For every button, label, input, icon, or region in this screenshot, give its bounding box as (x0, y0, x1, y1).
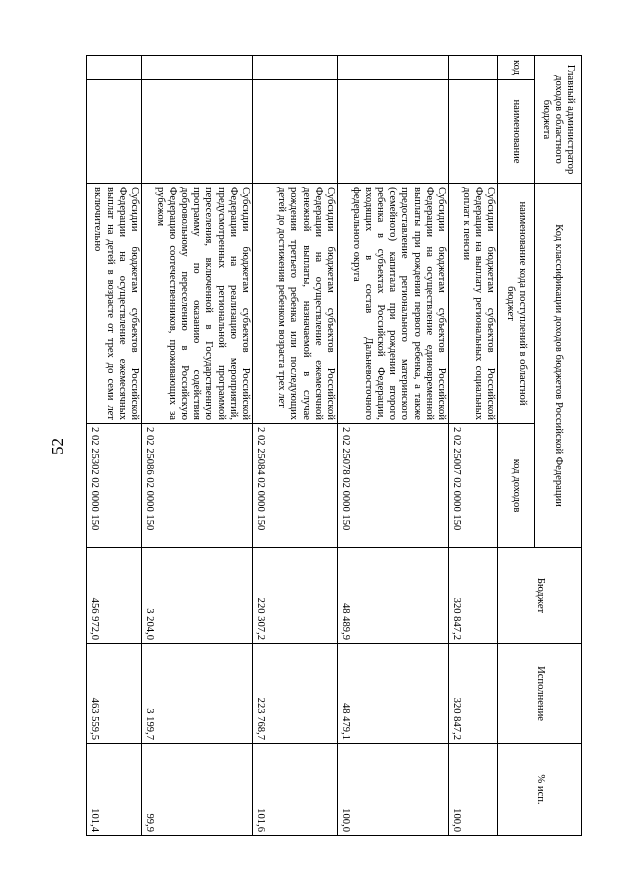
cell-budget: 456 972,0 (87, 548, 142, 644)
cell-percent: 101,4 (87, 744, 142, 836)
header-admin-code: код (498, 56, 535, 80)
cell-description: Субсидии бюджетам субъектов Российской Федерации на реализацию мероприятий, предусмотренных региональной программой переселения, включенной в Государственную программу по оказанию содействия добровольному переселению в Российскую Федерацию соотечественников, проживающих за рубежом (142, 184, 253, 424)
header-execution: Исполнение (498, 644, 582, 744)
cell-percent: 101,6 (253, 744, 338, 836)
cell-budget: 3 204,0 (142, 548, 253, 644)
cell-execution: 3 199,7 (142, 644, 253, 744)
header-classification-group: Код классификации доходов бюджетов Российской Федерации (535, 184, 582, 548)
cell-execution: 48 479,1 (338, 644, 449, 744)
cell-code (449, 56, 498, 80)
cell-code (338, 56, 449, 80)
header-class-name: наименование кода поступлений в областной бюджет (498, 184, 535, 424)
cell-budget: 320 847,2 (449, 548, 498, 644)
table-row (253, 56, 338, 836)
cell-revenue-code: 2 02 25078 02 0000 150 (338, 424, 449, 548)
cell-admin-name (142, 80, 253, 184)
cell-code (142, 56, 253, 80)
cell-percent: 100,0 (449, 744, 498, 836)
cell-description: Субсидии бюджетам субъектов Российской Федерации на осуществление ежемесячной денежной выплаты, назначаемой в случае рождения третьего ребенка или последующих детей до достижения ребенком возраста трех лет (253, 184, 338, 424)
cell-percent: 99,9 (142, 744, 253, 836)
cell-description: Субсидии бюджетам субъектов Российской Федерации на выплату региональных социальных доплат к пенсии (449, 184, 498, 424)
cell-description: Субсидии бюджетам субъектов Российской Федерации на осуществление единовременной выплаты при рождении первого ребенка, а также предоставление регионального материнского (семейного) капитала при рождении второго ребенка в субъектах Российской Федерации, входящих в состав Дальневосточного федерального округа (338, 184, 449, 424)
revenue-table (86, 55, 582, 836)
header-row-top (535, 56, 582, 836)
cell-execution: 463 559,5 (87, 644, 142, 744)
cell-budget: 220 307,2 (253, 548, 338, 644)
table-row (142, 56, 253, 836)
cell-execution: 223 768,7 (253, 644, 338, 744)
cell-admin-name (338, 80, 449, 184)
cell-admin-name (449, 80, 498, 184)
cell-admin-name (253, 80, 338, 184)
cell-execution: 320 847,2 (449, 644, 498, 744)
cell-code (87, 56, 142, 80)
table-row (338, 56, 449, 836)
cell-revenue-code: 2 02 25084 02 0000 150 (253, 424, 338, 548)
cell-revenue-code: 2 02 25302 02 0000 150 (87, 424, 142, 548)
cell-code (253, 56, 338, 80)
cell-description: Субсидии бюджетам субъектов Российской Федерации на осуществление ежемесячных выплат на детей в возрасте от трех до семи лет включительно (87, 184, 142, 424)
header-budget: Бюджет (498, 548, 582, 644)
cell-percent: 100,0 (338, 744, 449, 836)
cell-revenue-code: 2 02 25007 02 0000 150 (449, 424, 498, 548)
header-admin-name: наименование (498, 80, 535, 184)
cell-admin-name (87, 80, 142, 184)
table-container (82, 55, 582, 835)
header-percent: % исп. (498, 744, 582, 836)
cell-budget: 48 489,9 (338, 548, 449, 644)
header-class-code: код доходов (498, 424, 535, 548)
table-row (449, 56, 498, 836)
cell-revenue-code: 2 02 25086 02 0000 150 (142, 424, 253, 548)
header-admin-group: Главный администратор доходов областного бюджета (535, 56, 582, 184)
page-number: 52 (48, 438, 67, 455)
table-row (87, 56, 142, 836)
